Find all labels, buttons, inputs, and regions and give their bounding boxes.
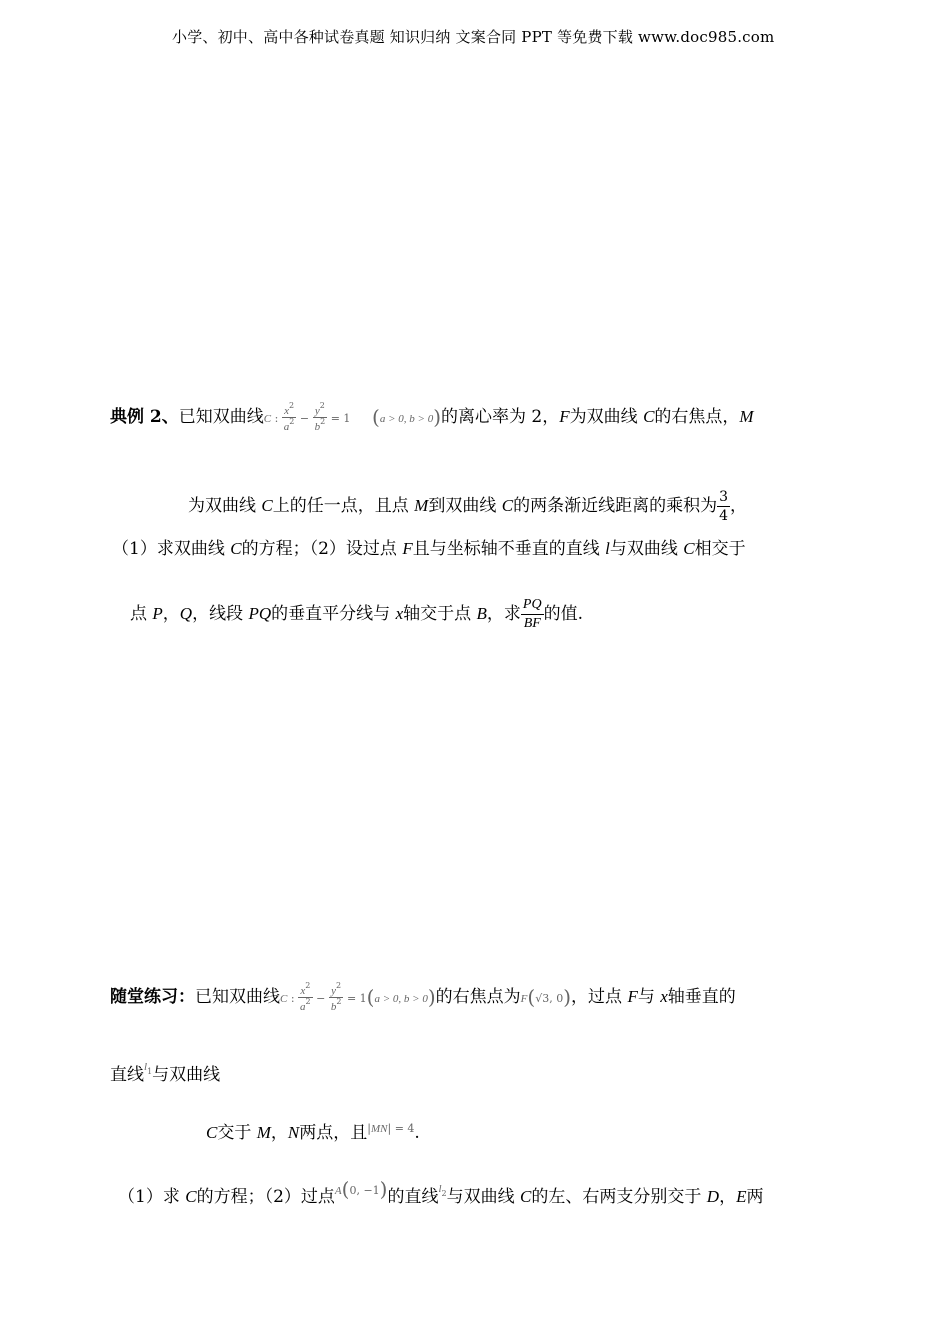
header-banner: 小学、初中、高中各种试卷真题 知识归纳 文案合同 PPT 等免费下载 www.doc985.com <box>172 28 775 46</box>
practice-line-3: C交于 M，N两点，且|MN| = 4. <box>206 1116 420 1144</box>
example-2-line-1: 典例 2、已知双曲线C : $\frac{x^2}{a^2}$ − $\frac{y^2}{b^2}$ = 1 (a > 0, b > 0)的离心率为 2，F为双曲线 C的右焦点，M <box>110 401 754 433</box>
example-2-line-2: 为双曲线 C上的任一点，且点 M到双曲线 C的两条渐近线距离的乘积为 $\frac{3}{4}$ ， <box>188 489 747 524</box>
example-2-title: 典例 2、 <box>110 407 179 427</box>
focus-point: F(√3, 0) <box>520 985 572 1009</box>
practice-title: 随堂练习： <box>110 987 195 1007</box>
abs-mn: |MN| = 4 <box>367 1122 415 1135</box>
practice-line-2: 直线$^{l1}$与双曲线 <box>110 1061 221 1085</box>
fraction-pq-over-bf: $\frac{PQ}{BF}$ <box>522 597 542 631</box>
point-a: A(0, −1) <box>334 1177 388 1201</box>
practice-line-1: 随堂练习：已知双曲线C : $\frac{x^2}{a^2}$ − $\frac{y^2}{b^2}$ = 1(a > 0, b > 0)的右焦点为F(√3, 0)，过点 F与 x轴垂直的 <box>110 981 736 1013</box>
hyperbola-equation: C : $\frac{x^2}{a^2}$ − $\frac{y^2}{b^2}$ = 1(a > 0, b > 0) <box>280 981 436 1013</box>
practice-line-4: （1）求 C的方程；（2）过点A(0, −1)的直线$^{l2}$与双曲线 C的左、右两支分别交于 D，E两 <box>118 1177 764 1207</box>
fraction-three-quarters: $\frac{3}{4}$ <box>719 489 728 524</box>
example-2-line-3: （1）求双曲线 C的方程；（2）设过点 F且与坐标轴不垂直的直线 l与双曲线 C相交于 <box>112 539 746 559</box>
example-2-line-4: 点 P，Q，线段 PQ的垂直平分线与 x轴交于点 B，求 $\frac{PQ}{BF}$ 的值. <box>130 597 583 631</box>
hyperbola-equation: C : $\frac{x^2}{a^2}$ − $\frac{y^2}{b^2}$ = 1 (a > 0, b > 0) <box>263 401 442 433</box>
